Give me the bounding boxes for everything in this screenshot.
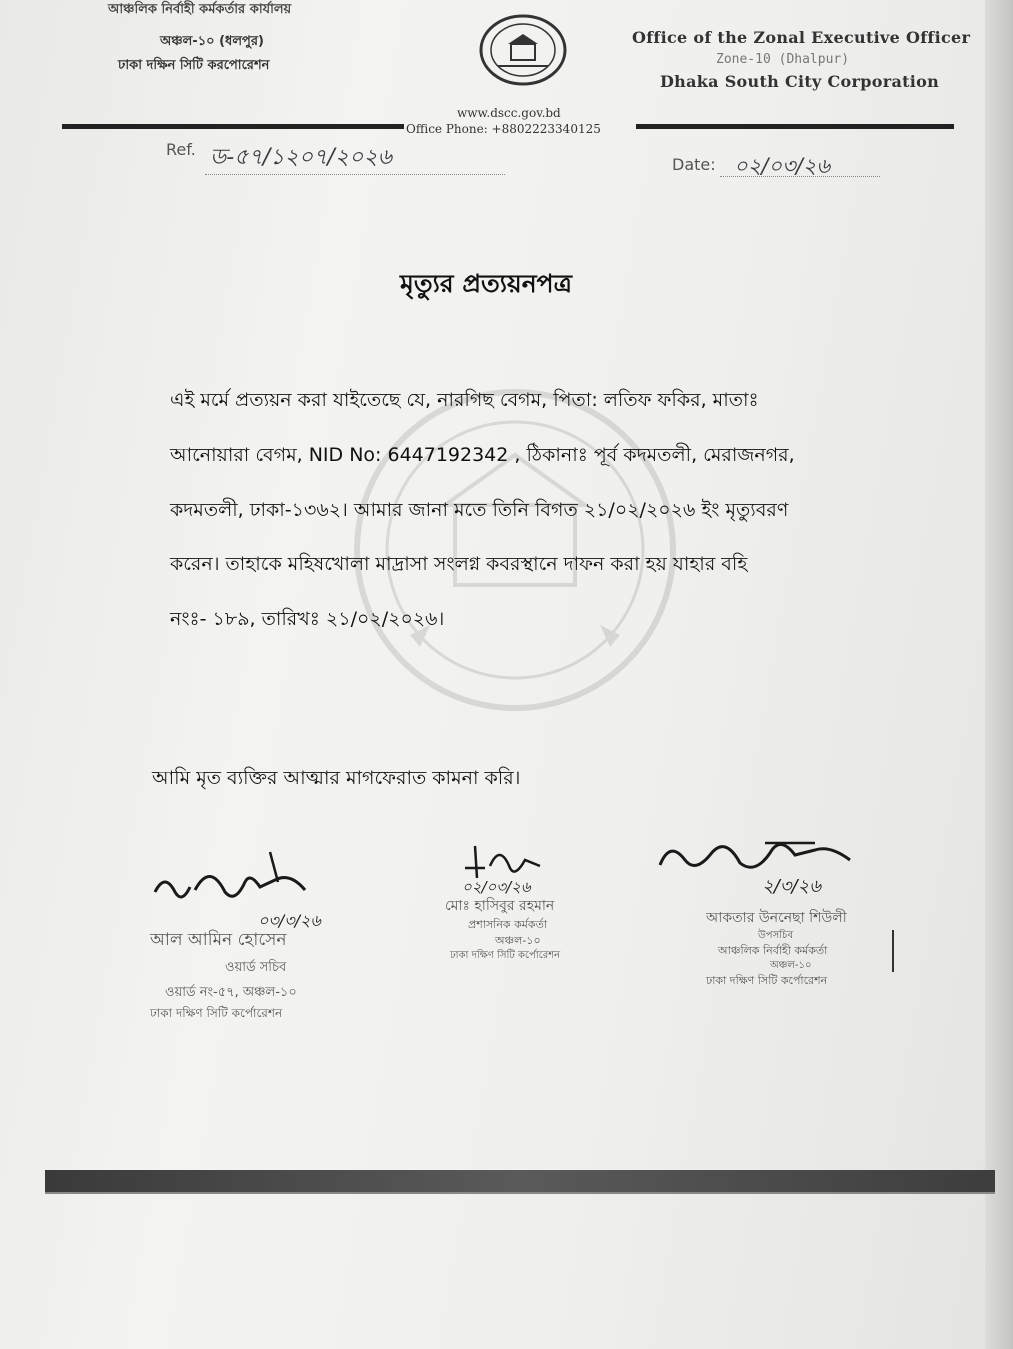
header-rule-right: [636, 124, 954, 129]
signatory-1-designation: ওয়ার্ড সচিব: [225, 960, 287, 975]
header-bn-corp: ঢাকা দক্ষিন সিটি করপোরেশন: [118, 58, 270, 73]
body-line-4: করেন। তাহাকে মহিষখোলা মাদ্রাসা সংলগ্ন কবরস্থানে দাফন করা হয় যাহার বহি: [170, 553, 748, 575]
header-en-office: Office of the Zonal Executive Officer: [632, 28, 971, 47]
signatory-3-bracket: [892, 930, 894, 972]
body-line-2: আনোয়ারা বেগম, NID No: 6447192342 , ঠিকানাঃ পূর্ব কদমতলী, মেরাজনগর,: [170, 444, 795, 466]
header-bn-office: আঞ্চলিক নির্বাহী কর্মকর্তার কার্যালয়: [108, 2, 292, 17]
ref-label: Ref.: [166, 140, 196, 159]
body-line-1: এই মর্মে প্রত্যয়ন করা যাইতেছে যে, নারগিছ বেগম, পিতা: লতিফ ফকির, মাতাঃ: [170, 389, 759, 411]
prayer-line: আমি মৃত ব্যক্তির আত্মার মাগফেরাত কামনা করি।: [152, 767, 521, 789]
signatory-2-line3: অঞ্চল-১০: [495, 934, 541, 947]
header-en-zone: Zone-10 (Dhalpur): [716, 52, 850, 67]
signatory-1-name: আল আমিন হোসেন: [150, 930, 287, 950]
dscc-logo-icon: [478, 14, 568, 86]
page-edge: [985, 0, 1013, 1349]
body-line-3: কদমতলী, ঢাকা-১৩৬২। আমার জানা মতে তিনি বিগত ২১/০২/২০২৬ ইং মৃত্যুবরণ: [170, 499, 789, 521]
ref-value: ড-৫৭/১২০৭/২০২৬: [210, 145, 392, 170]
signatory-1-date: ০৩/৩/২৬: [258, 911, 321, 930]
signatory-3-line3: আঞ্চলিক নির্বাহী কর্মকর্তা: [718, 944, 828, 957]
date-underline: [720, 176, 880, 177]
date-label: Date:: [672, 155, 716, 174]
footer-bar: [45, 1170, 995, 1192]
signatory-2-name: মোঃ হাসিবুর রহমান: [445, 898, 555, 914]
signatory-2-designation: প্রশাসনিক কর্মকর্তা: [468, 918, 548, 931]
date-value: ০২/০৩/২৬: [734, 154, 831, 178]
header-bn-zone: অঞ্চল-১০ (ধলপুর): [160, 34, 264, 49]
signatory-1-line4: ঢাকা দক্ষিণ সিটি কর্পোরেশন: [150, 1006, 283, 1020]
signatory-3-line4: অঞ্চল-১০: [770, 960, 812, 971]
header-en-corp: Dhaka South City Corporation: [660, 72, 940, 91]
signatory-3-line5: ঢাকা দক্ষিণ সিটি কর্পোরেশন: [706, 974, 828, 987]
signatory-3-designation: উপসচিব: [758, 930, 794, 941]
signatory-2-line4: ঢাকা দক্ষিণ সিটি কর্পোরেশন: [450, 950, 561, 961]
signatory-3-name: আকতার উননেছা শিউলী: [706, 910, 847, 926]
signatory-1-line3: ওয়ার্ড নং-৫৭, অঞ্চল-১০: [165, 985, 297, 1000]
footer-bar-shadow: [45, 1192, 995, 1194]
page-title: মৃত্যুর প্রত্যয়নপত্র: [400, 269, 573, 298]
signatory-2-date: ০২/০৩/২৬: [462, 878, 531, 896]
signatory-3-date: ২/৩/২৬: [762, 876, 821, 897]
header-phone: Office Phone: +8802223340125: [406, 122, 601, 136]
header-rule-left: [62, 124, 404, 129]
ref-underline: [205, 174, 505, 175]
header-website: www.dscc.gov.bd: [457, 106, 561, 120]
body-line-5: নংঃ- ১৮৯, তারিখঃ ২১/০২/২০২৬।: [170, 608, 445, 630]
